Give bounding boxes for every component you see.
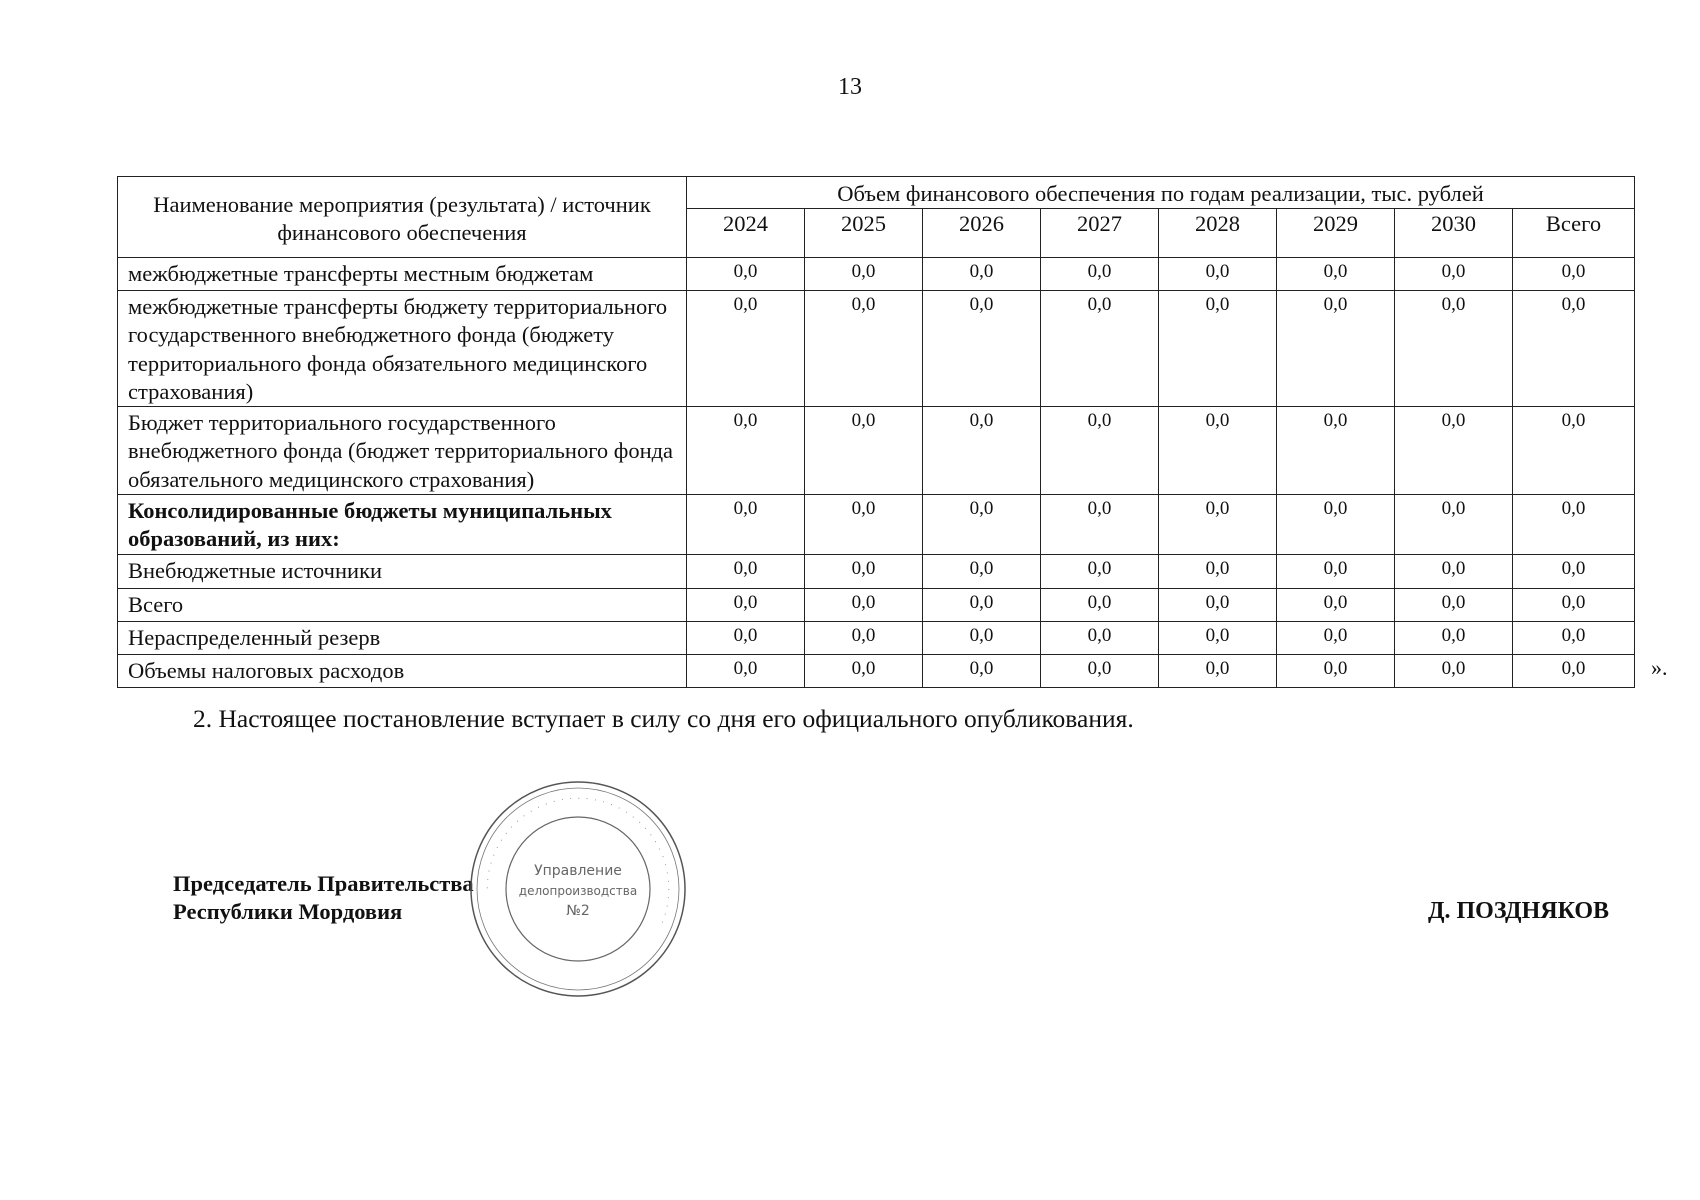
value-cell: 0,0 (1041, 291, 1159, 407)
row-name-cell: Внебюджетные источники (118, 554, 687, 588)
value-cell: 0,0 (687, 258, 805, 291)
value-cell: 0,0 (1277, 291, 1395, 407)
value-cell: 0,0 (687, 495, 805, 555)
table-row (118, 654, 1635, 687)
value-cell: 0,0 (1041, 621, 1159, 654)
closing-quote: ». (1651, 655, 1668, 680)
value-cell: 0,0 (1159, 407, 1277, 495)
year-header: 2030 (1395, 209, 1513, 258)
value-cell: 0,0 (805, 621, 923, 654)
table-row (118, 407, 1635, 495)
year-header: 2027 (1041, 209, 1159, 258)
value-cell: 0,0 (805, 654, 923, 687)
value-cell: 0,0 (805, 291, 923, 407)
value-cell: 0,0 (687, 554, 805, 588)
value-cell: 0,0 (1277, 407, 1395, 495)
value-cell: 0,0 (1277, 588, 1395, 621)
value-cell: 0,0 (687, 654, 805, 687)
row-name-cell: Всего (118, 588, 687, 621)
table-row (118, 588, 1635, 621)
signatory-position: Председатель Правительства Республики Мордовия (173, 871, 474, 924)
total-value-cell: 0,0 (1513, 407, 1635, 495)
value-cell: 0,0 (1159, 554, 1277, 588)
value-cell: 0,0 (1159, 654, 1277, 687)
value-cell: 0,0 (1159, 258, 1277, 291)
value-cell: 0,0 (923, 554, 1041, 588)
value-cell: 0,0 (1277, 258, 1395, 291)
year-header: 2024 (687, 209, 805, 258)
value-cell: 0,0 (1041, 588, 1159, 621)
total-value-cell: 0,0 (1513, 495, 1635, 555)
table-row (118, 495, 1635, 555)
value-cell: 0,0 (1277, 554, 1395, 588)
row-name-cell: межбюджетные трансферты местным бюджетам (118, 258, 687, 291)
value-cell: 0,0 (1395, 621, 1513, 654)
year-header: 2028 (1159, 209, 1277, 258)
row-name-cell: Консолидированные бюджеты муниципальных образований, из них: (118, 495, 687, 555)
row-name-cell: Бюджет территориального государственного внебюджетного фонда (бюджет территориального фонда обязательного медицинского страхования) (118, 407, 687, 495)
total-value-cell: 0,0 (1513, 554, 1635, 588)
row-name-cell: Нераспределенный резерв (118, 621, 687, 654)
year-header: 2025 (805, 209, 923, 258)
table-row (118, 554, 1635, 588)
value-cell: 0,0 (1395, 258, 1513, 291)
value-cell: 0,0 (1159, 495, 1277, 555)
value-cell: 0,0 (923, 407, 1041, 495)
value-cell: 0,0 (1395, 407, 1513, 495)
total-value-cell: 0,0 (1513, 621, 1635, 654)
value-cell: 0,0 (1277, 621, 1395, 654)
value-cell: 0,0 (923, 654, 1041, 687)
value-cell: 0,0 (687, 621, 805, 654)
seal-text: №2 (566, 903, 590, 919)
value-cell: 0,0 (1159, 291, 1277, 407)
row-name-cell: Объемы налоговых расходов (118, 654, 687, 687)
value-cell: 0,0 (805, 258, 923, 291)
value-cell: 0,0 (923, 621, 1041, 654)
total-header: Всего (1513, 209, 1635, 258)
table-row (118, 258, 1635, 291)
year-header: 2029 (1277, 209, 1395, 258)
value-cell: 0,0 (687, 407, 805, 495)
value-cell: 0,0 (1159, 621, 1277, 654)
value-cell: 0,0 (923, 258, 1041, 291)
value-cell: 0,0 (1041, 654, 1159, 687)
value-cell: 0,0 (1395, 588, 1513, 621)
table-row (118, 621, 1635, 654)
value-cell: 0,0 (1041, 495, 1159, 555)
decree-paragraph: 2. Настоящее постановление вступает в силу со дня его официального опубликования. (193, 704, 1134, 733)
value-cell: 0,0 (923, 495, 1041, 555)
year-header: 2026 (923, 209, 1041, 258)
value-cell: 0,0 (1395, 291, 1513, 407)
value-cell: 0,0 (1395, 495, 1513, 555)
value-cell: 0,0 (805, 588, 923, 621)
total-value-cell: 0,0 (1513, 258, 1635, 291)
table-row (118, 291, 1635, 407)
total-value-cell: 0,0 (1513, 654, 1635, 687)
total-value-cell: 0,0 (1513, 291, 1635, 407)
value-cell: 0,0 (687, 588, 805, 621)
value-cell: 0,0 (1041, 407, 1159, 495)
seal-text: Управление (534, 863, 622, 879)
value-cell: 0,0 (923, 291, 1041, 407)
row-name-cell: межбюджетные трансферты бюджету территориального государственного внебюджетного фонда (бюджету территориального фонда обязательного медицинского страхования) (118, 291, 687, 407)
value-cell: 0,0 (805, 554, 923, 588)
financing-table (117, 176, 1635, 688)
value-cell: 0,0 (1277, 654, 1395, 687)
page-number: 13 (838, 74, 862, 100)
value-cell: 0,0 (805, 407, 923, 495)
official-seal (467, 778, 689, 1000)
signatory-name: Д. ПОЗДНЯКОВ (1428, 898, 1610, 924)
financing-group-header: Объем финансового обеспечения по годам реализации, тыс. рублей (687, 177, 1635, 209)
svg-text:· · · · · · · · · · · · · · ·: · · · · · · · · · · · · · · · · · · · · · · · · · · · · · · · · · · · · · · · (482, 793, 674, 927)
value-cell: 0,0 (923, 588, 1041, 621)
name-column-header: Наименование мероприятия (результата) / источник финансового обеспечения (118, 177, 687, 258)
total-value-cell: 0,0 (1513, 588, 1635, 621)
value-cell: 0,0 (687, 291, 805, 407)
value-cell: 0,0 (1159, 588, 1277, 621)
value-cell: 0,0 (1277, 495, 1395, 555)
seal-text: делопроизводства (518, 884, 638, 898)
value-cell: 0,0 (1395, 554, 1513, 588)
value-cell: 0,0 (805, 495, 923, 555)
value-cell: 0,0 (1041, 554, 1159, 588)
value-cell: 0,0 (1395, 654, 1513, 687)
value-cell: 0,0 (1041, 258, 1159, 291)
